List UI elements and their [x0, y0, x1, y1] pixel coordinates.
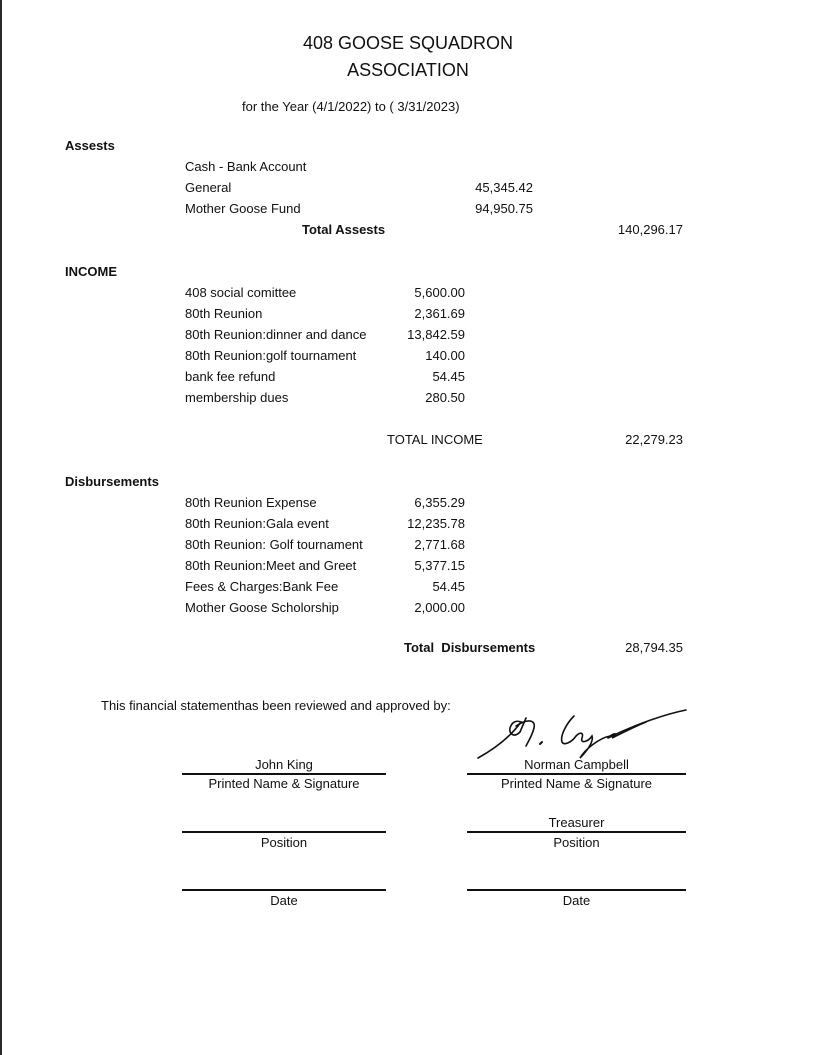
- right-name-caption: Printed Name & Signature: [500, 776, 653, 791]
- disbursement-amount: 2,771.68: [414, 537, 465, 552]
- disbursement-amount: 5,377.15: [414, 558, 465, 573]
- left-position-line: [182, 831, 386, 833]
- income-amount: 2,361.69: [414, 306, 465, 321]
- income-heading: INCOME: [65, 264, 117, 279]
- page-left-border: [0, 0, 2, 1055]
- assets-total-label: Total Assests: [302, 222, 386, 237]
- disbursement-label: Mother Goose Scholorship: [185, 600, 339, 615]
- right-position-caption: Position: [553, 835, 600, 850]
- disbursement-label: 80th Reunion: Golf tournament: [185, 537, 363, 552]
- org-title-line1: 408 GOOSE SQUADRON: [302, 33, 514, 53]
- income-amount: 140.00: [425, 348, 465, 363]
- left-position-caption: Position: [260, 835, 308, 850]
- left-date-caption: Date: [270, 893, 298, 908]
- income-amount: 280.50: [425, 390, 465, 405]
- assets-heading: Assests: [65, 138, 115, 153]
- income-label: bank fee refund: [185, 369, 276, 384]
- disbursement-amount: 54.45: [432, 579, 465, 594]
- disbursement-label: 80th Reunion:Gala event: [185, 516, 329, 531]
- disbursement-amount: 2,000.00: [414, 600, 465, 615]
- left-name-caption: Printed Name & Signature: [208, 776, 360, 791]
- org-title-line2: ASSOCIATION: [347, 60, 469, 80]
- disbursements-total-amount: 28,794.35: [625, 640, 683, 655]
- disbursement-label: 80th Reunion:Meet and Greet: [185, 558, 357, 573]
- income-total-label: TOTAL INCOME: [387, 432, 483, 447]
- income-amount: 13,842.59: [407, 327, 465, 342]
- assets-total-amount: 140,296.17: [617, 222, 683, 237]
- disbursement-amount: 12,235.78: [407, 516, 465, 531]
- asset-amount: 94,950.75: [475, 201, 533, 216]
- right-date-caption: Date: [562, 893, 591, 908]
- disbursement-label: Fees & Charges:Bank Fee: [185, 579, 339, 594]
- income-label: membership dues: [185, 390, 289, 405]
- income-label: 80th Reunion: [185, 306, 263, 321]
- income-label: 80th Reunion:golf tournament: [185, 348, 357, 363]
- left-date-line: [182, 889, 386, 891]
- left-signer-name: John King: [255, 757, 313, 772]
- asset-label: Mother Goose Fund: [185, 201, 301, 216]
- disbursement-amount: 6,355.29: [414, 495, 465, 510]
- assets-subheading: Cash - Bank Account: [185, 159, 307, 174]
- asset-amount: 45,345.42: [475, 180, 533, 195]
- income-label: 80th Reunion:dinner and dance: [185, 327, 367, 342]
- report-period: for the Year (4/1/2022) to ( 3/31/2023): [242, 99, 460, 114]
- right-signer-name: Norman Campbell: [524, 757, 629, 772]
- disbursements-heading: Disbursements: [65, 474, 159, 489]
- income-label: 408 social comittee: [185, 285, 297, 300]
- right-position-line: [467, 831, 686, 833]
- income-amount: 5,600.00: [414, 285, 465, 300]
- right-date-line: [467, 889, 686, 891]
- disbursements-total-label: Total Disbursements: [404, 640, 536, 655]
- asset-label: General: [185, 180, 232, 195]
- approval-statement: This financial statementhas been reviewed and approved by:: [101, 698, 451, 713]
- right-position-value: Treasurer: [548, 815, 605, 830]
- income-amount: 54.45: [432, 369, 465, 384]
- left-signature-line: [182, 773, 386, 775]
- disbursement-label: 80th Reunion Expense: [185, 495, 317, 510]
- income-total-amount: 22,279.23: [625, 432, 683, 447]
- right-signature-line: [467, 773, 686, 775]
